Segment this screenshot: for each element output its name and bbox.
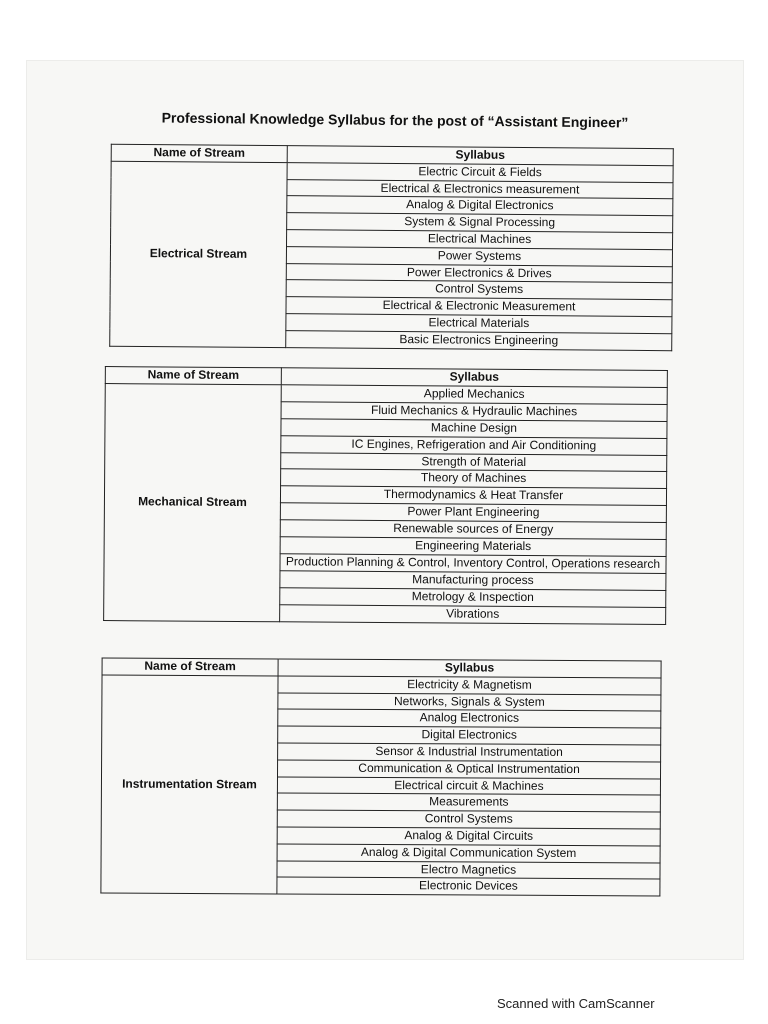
- syllabus-subject: Manufacturing process: [280, 571, 666, 591]
- syllabus-subject: Fluid Mechanics & Hydraulic Machines: [281, 402, 667, 422]
- syllabus-table: [100, 658, 661, 897]
- stream-column-header: Name of Stream: [105, 367, 281, 385]
- syllabus-subject: Power Electronics & Drives: [286, 263, 672, 283]
- syllabus-subject: Communication & Optical Instrumentation: [278, 760, 661, 779]
- syllabus-subject: Digital Electronics: [278, 726, 661, 745]
- syllabus-column-header: Syllabus: [287, 146, 673, 166]
- syllabus-subject: Electricity & Magnetism: [278, 676, 661, 695]
- syllabus-subject: Power Plant Engineering: [280, 503, 666, 523]
- syllabus-subject: Analog & Digital Communication System: [277, 844, 660, 863]
- syllabus-subject: Electric Circuit & Fields: [287, 162, 673, 182]
- syllabus-subject: Renewable sources of Energy: [280, 520, 666, 540]
- syllabus-subject: Electrical & Electronic Measurement: [286, 297, 672, 317]
- instrumentation-syllabus-table: [100, 658, 661, 897]
- syllabus-subject: Strength of Material: [281, 452, 667, 472]
- syllabus-subject: Electro Magnetics: [277, 861, 660, 880]
- syllabus-subject: Power Systems: [286, 246, 672, 266]
- mechanical-syllabus-table: [103, 366, 668, 625]
- syllabus-subject: Vibrations: [280, 604, 666, 624]
- syllabus-subject: Electrical & Electronics measurement: [287, 179, 673, 199]
- syllabus-subject: IC Engines, Refrigeration and Air Conditioning: [281, 435, 667, 455]
- stream-name: Electrical Stream: [110, 161, 287, 347]
- syllabus-subject: Analog & Digital Electronics: [287, 196, 673, 216]
- stream-name: Instrumentation Stream: [101, 675, 278, 894]
- syllabus-subject: Analog & Digital Circuits: [277, 827, 660, 846]
- syllabus-subject: Electrical Materials: [286, 314, 672, 334]
- syllabus-subject: Electrical Machines: [287, 230, 673, 250]
- syllabus-subject: Sensor & Industrial Instrumentation: [278, 743, 661, 762]
- syllabus-subject: Electronic Devices: [277, 877, 660, 896]
- stream-name: Mechanical Stream: [104, 383, 282, 621]
- syllabus-subject: Engineering Materials: [280, 537, 666, 557]
- syllabus-subject: System & Signal Processing: [287, 213, 673, 233]
- stream-column-header: Name of Stream: [102, 658, 278, 676]
- electrical-syllabus-table: [109, 144, 674, 351]
- syllabus-subject: Theory of Machines: [281, 469, 667, 489]
- syllabus-table: [103, 366, 668, 625]
- syllabus-subject: Control Systems: [286, 280, 672, 300]
- syllabus-column-header: Syllabus: [278, 659, 661, 678]
- stream-column-header: Name of Stream: [111, 144, 287, 162]
- scanner-watermark: Scanned with CamScanner: [497, 996, 655, 1011]
- syllabus-column-header: Syllabus: [281, 368, 667, 388]
- syllabus-subject: Metrology & Inspection: [280, 588, 666, 608]
- syllabus-table: [109, 144, 674, 351]
- syllabus-subject: Thermodynamics & Heat Transfer: [280, 486, 666, 506]
- syllabus-subject: Analog Electronics: [278, 709, 661, 728]
- syllabus-subject: Production Planning & Control, Inventory Control, Operations research: [280, 554, 666, 574]
- table-row: [105, 383, 667, 404]
- syllabus-subject: Applied Mechanics: [281, 385, 667, 405]
- syllabus-subject: Control Systems: [277, 810, 660, 829]
- syllabus-subject: Electrical circuit & Machines: [277, 777, 660, 796]
- syllabus-subject: Machine Design: [281, 418, 667, 438]
- table-row: [102, 675, 661, 695]
- document-title: Professional Knowledge Syllabus for the post of “Assistant Engineer”: [161, 109, 629, 131]
- syllabus-subject: Basic Electronics Engineering: [286, 330, 672, 350]
- syllabus-subject: Networks, Signals & System: [278, 693, 661, 712]
- syllabus-subject: Measurements: [277, 793, 660, 812]
